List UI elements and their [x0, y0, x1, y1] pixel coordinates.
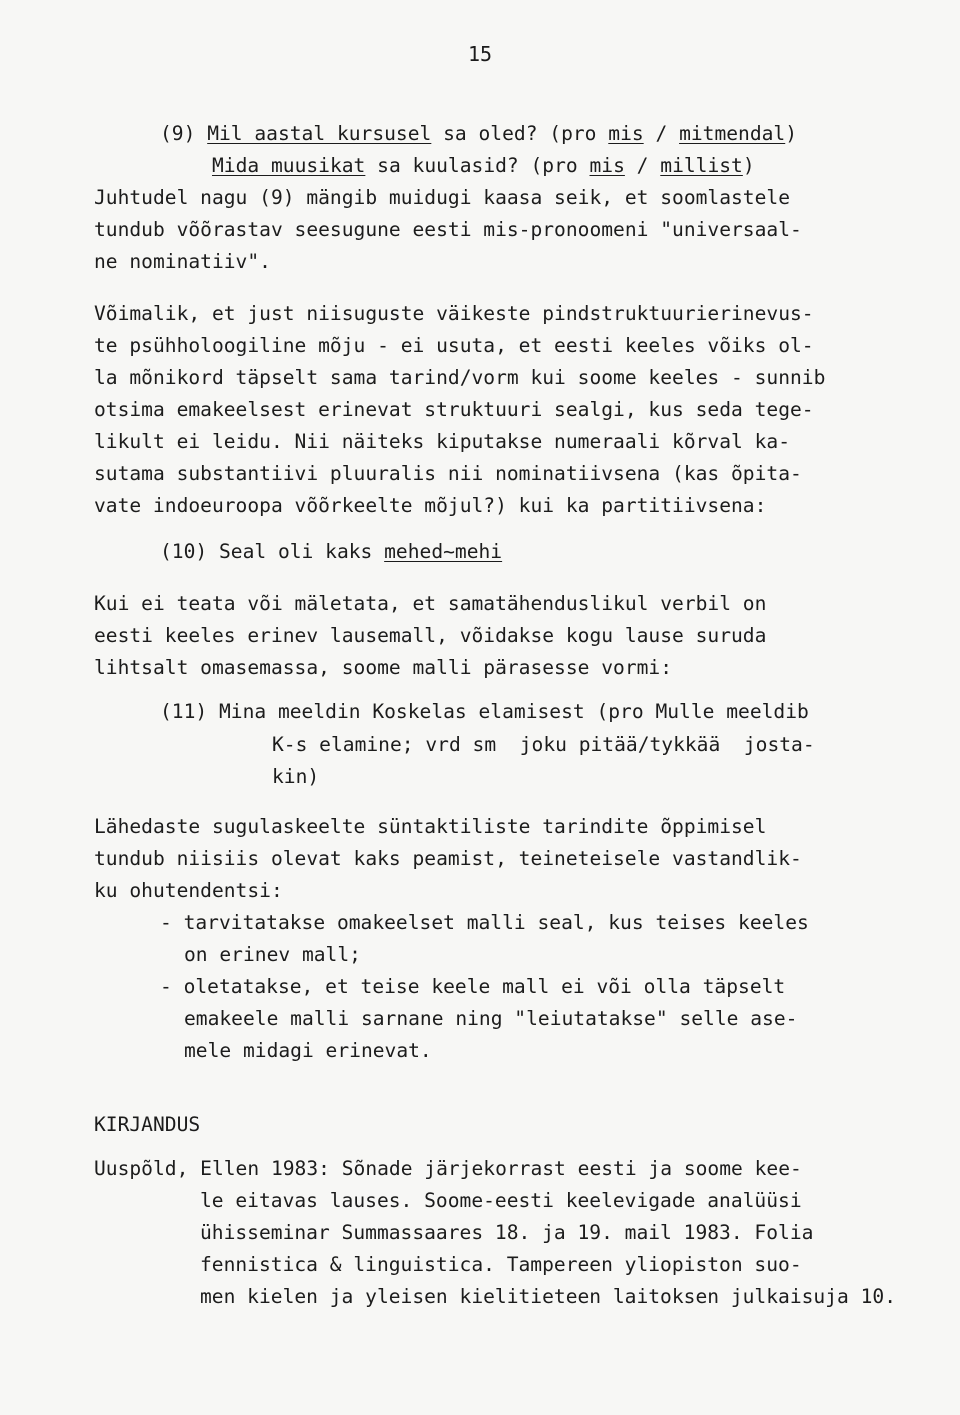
paragraph-3-line: Kui ei teata või mäletata, et samatähenduslikul verbil on: [94, 592, 767, 615]
paragraph-3-line: eesti keeles erinev lausemall, võidakse kogu lause suruda: [94, 624, 767, 647]
paragraph-2-line: vate indoeuroopa võõrkeelte mõjul?) kui ka partitiivsena:: [94, 494, 767, 517]
underlined-phrase: mehed~mehi: [384, 540, 503, 563]
reference-line: fennistica & linguistica. Tampereen yliopiston suo-: [200, 1253, 802, 1276]
example-9-line-2: [212, 154, 755, 178]
bullet-item-line: on erinev mall;: [184, 943, 361, 966]
underlined-word: millist: [660, 154, 743, 177]
example-11-line: kin): [272, 765, 320, 788]
bullet-item-line: mele midagi erinevat.: [184, 1039, 432, 1062]
bullet-item-line: emakeele malli sarnane ning "leiutatakse" selle ase-: [184, 1007, 798, 1030]
example-9-number: (9): [160, 122, 208, 145]
underlined-word: mis: [608, 122, 644, 145]
bullet-item-line: - tarvitatakse omakeelset malli seal, kus teises keeles: [160, 911, 809, 934]
paragraph-2-line: Võimalik, et just niisuguste väikeste pindstruktuurierinevus-: [94, 302, 814, 325]
example-text: sa kuulasid? (pro: [365, 154, 590, 177]
reference-line: ühisseminar Summassaares 18. ja 19. mail 1983. Folia: [200, 1221, 814, 1244]
example-text: (10) Seal oli kaks: [160, 540, 385, 563]
bullet-item-line: - oletatakse, et teise keele mall ei või olla täpselt: [160, 975, 786, 998]
paragraph-1-line: ne nominatiiv".: [94, 250, 271, 273]
reference-line: Uuspõld, Ellen 1983: Sõnade järjekorrast eesti ja soome kee-: [94, 1157, 802, 1180]
paragraph-1-line: tundub võõrastav seesugune eesti mis-pronoomeni "universaal-: [94, 218, 802, 241]
paragraph-4-line: tundub niisiis olevat kaks peamist, teineteisele vastandlik-: [94, 847, 802, 870]
paragraph-2-line: likult ei leidu. Nii näiteks kiputakse numeraali kõrval ka-: [94, 430, 790, 453]
example-9-line-1: [160, 122, 797, 146]
paragraph-2-line: la mõnikord täpselt sama tarind/vorm kui soome keeles - sunnib: [94, 366, 826, 389]
example-text: ): [785, 122, 798, 145]
paragraph-3-line: lihtsalt omasemassa, soome malli pärasesse vormi:: [94, 656, 673, 679]
example-text: sa oled? (pro: [431, 122, 609, 145]
example-text: ): [742, 154, 755, 177]
paragraph-4-line: Lähedaste sugulaskeelte süntaktiliste tarindite õppimisel: [94, 815, 767, 838]
paragraph-4-line: ku ohutendentsi:: [94, 879, 283, 902]
references-heading: KIRJANDUS: [94, 1113, 201, 1136]
underlined-phrase: Mida muusikat: [212, 154, 366, 177]
paragraph-1-line: Juhtudel nagu (9) mängib muidugi kaasa seik, et soomlastele: [94, 186, 790, 209]
reference-line: men kielen ja yleisen kielitieteen laitoksen julkaisuja 10.: [200, 1285, 896, 1308]
example-text: /: [624, 154, 661, 177]
page-number: 15: [468, 42, 493, 66]
example-10: [160, 540, 502, 564]
example-11-line: K-s elamine; vrd sm joku pitää/tykkää josta-: [272, 733, 815, 756]
underlined-word: mitmendal: [679, 122, 786, 145]
paragraph-2-line: otsima emakeelsest erinevat struktuuri sealgi, kus seda tege-: [94, 398, 814, 421]
example-text: /: [643, 122, 680, 145]
underlined-word: mis: [589, 154, 625, 177]
example-11-line: (11) Mina meeldin Koskelas elamisest (pro Mulle meeldib: [160, 700, 809, 723]
paragraph-2-line: sutama substantiivi pluuralis nii nominatiivsena (kas õpita-: [94, 462, 802, 485]
underlined-phrase: Mil aastal kursusel: [207, 122, 432, 145]
reference-line: le eitavas lauses. Soome-eesti keelevigade analüüsi: [200, 1189, 802, 1212]
paragraph-2-line: te psühholoogiline mõju - ei usuta, et eesti keeles võiks ol-: [94, 334, 814, 357]
